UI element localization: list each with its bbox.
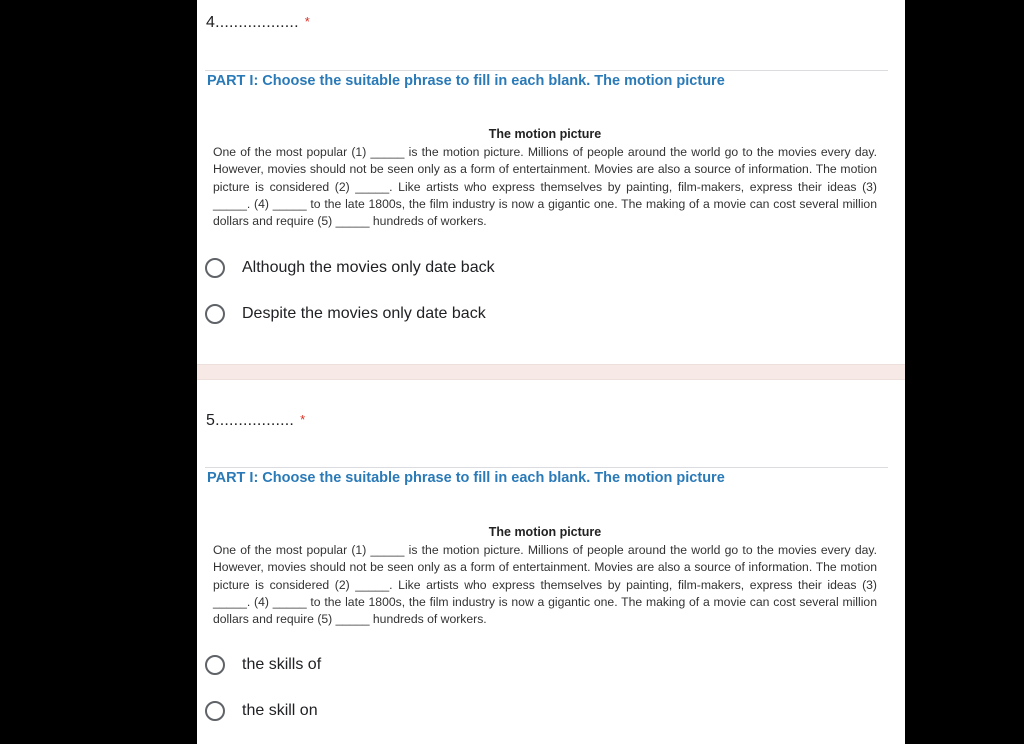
instruction-heading: PART I: Choose the suitable phrase to fill in each blank. The motion picture (207, 73, 725, 89)
radio-button[interactable] (205, 258, 225, 278)
option-skill-on[interactable] (205, 698, 318, 724)
question-card-4 (197, 0, 905, 364)
required-asterisk: * (300, 412, 306, 427)
option-despite[interactable] (205, 301, 486, 327)
question-title (206, 14, 310, 32)
card-separator (197, 364, 905, 380)
passage-title: The motion picture (488, 525, 602, 539)
passage-text: One of the most popular (1) _____ is the motion picture. Millions of people around the world go to the movies every day. However, movies should not be seen only as a form of entertainment. Movies are also a source of information. The motion picture is considered (2) _____. Like artists who express themselves by painting, film-makers, express their ideas (3) _____. (4) _____ to the late 1800s, the film industry is now a gigantic one. The making of a movie can cost several million dollars and require (5) _____ hundreds of workers. (213, 543, 877, 627)
question-card-5 (197, 380, 905, 744)
option-skills-of[interactable] (205, 652, 321, 678)
passage-title: The motion picture (488, 127, 602, 141)
required-asterisk: * (304, 14, 310, 29)
option-label: Despite the movies only date back (242, 305, 486, 322)
option-label: Although the movies only date back (242, 259, 495, 276)
question-title (206, 412, 305, 430)
radio-button[interactable] (205, 304, 225, 324)
radio-button[interactable] (205, 701, 225, 721)
option-label: the skills of (242, 656, 322, 673)
section-divider (205, 70, 888, 71)
passage-text: One of the most popular (1) _____ is the motion picture. Millions of people around the world go to the movies every day. However, movies should not be seen only as a form of entertainment. Movies are also a source of information. The motion picture is considered (2) _____. Like artists who express themselves by painting, film-makers, express their ideas (3) _____. (4) _____ to the late 1800s, the film industry is now a gigantic one. The making of a movie can cost several million dollars and require (5) _____ hundreds of workers. (213, 145, 877, 229)
option-although[interactable] (205, 255, 495, 281)
form-page (197, 0, 905, 744)
section-divider (205, 467, 888, 468)
instruction-heading: PART I: Choose the suitable phrase to fill in each blank. The motion picture (207, 470, 725, 486)
question-number: 4.................. (206, 14, 299, 31)
question-number: 5................. (206, 412, 295, 429)
option-label: the skill on (242, 702, 318, 719)
radio-button[interactable] (205, 655, 225, 675)
